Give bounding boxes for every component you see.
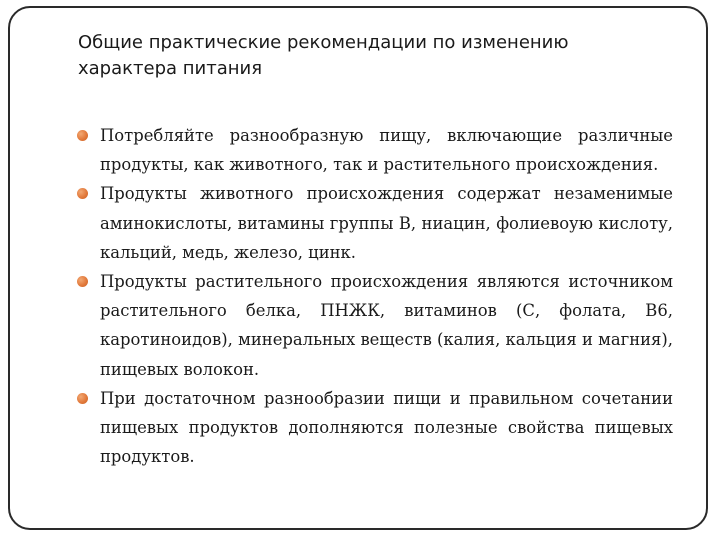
bullet-icon xyxy=(77,130,88,141)
list-item xyxy=(76,179,673,267)
bullet-text: Продукты растительного происхождения являются источником растительного белка, ПНЖК, витаминов (С, фолата, В6, каротиноидов), минеральных веществ (калия, кальция и магния), пищевых волокон. xyxy=(100,272,673,379)
list-item xyxy=(76,384,673,472)
bullet-text: Потребляйте разнообразную пищу, включающие различные продукты, как животного, так и растительного происхождения. xyxy=(100,126,673,175)
bullet-text: При достаточном разнообразии пищи и правильном сочетании пищевых продуктов дополняются полезные свойства пищевых продуктов. xyxy=(100,388,673,467)
slide-title: Общие практические рекомендации по изменению характера питания xyxy=(78,32,569,79)
bullet-icon xyxy=(77,188,88,199)
bullet-icon xyxy=(77,276,88,287)
bullet-icon xyxy=(77,393,88,404)
list-item xyxy=(76,267,673,384)
bullet-list xyxy=(76,121,673,471)
bullet-text: Продукты животного происхождения содержат незаменимые аминокислоты, витамины группы В, ниацин, фолиевоую кислоту, кальций, медь, железо, цинк. xyxy=(100,184,673,262)
list-item xyxy=(76,121,673,179)
